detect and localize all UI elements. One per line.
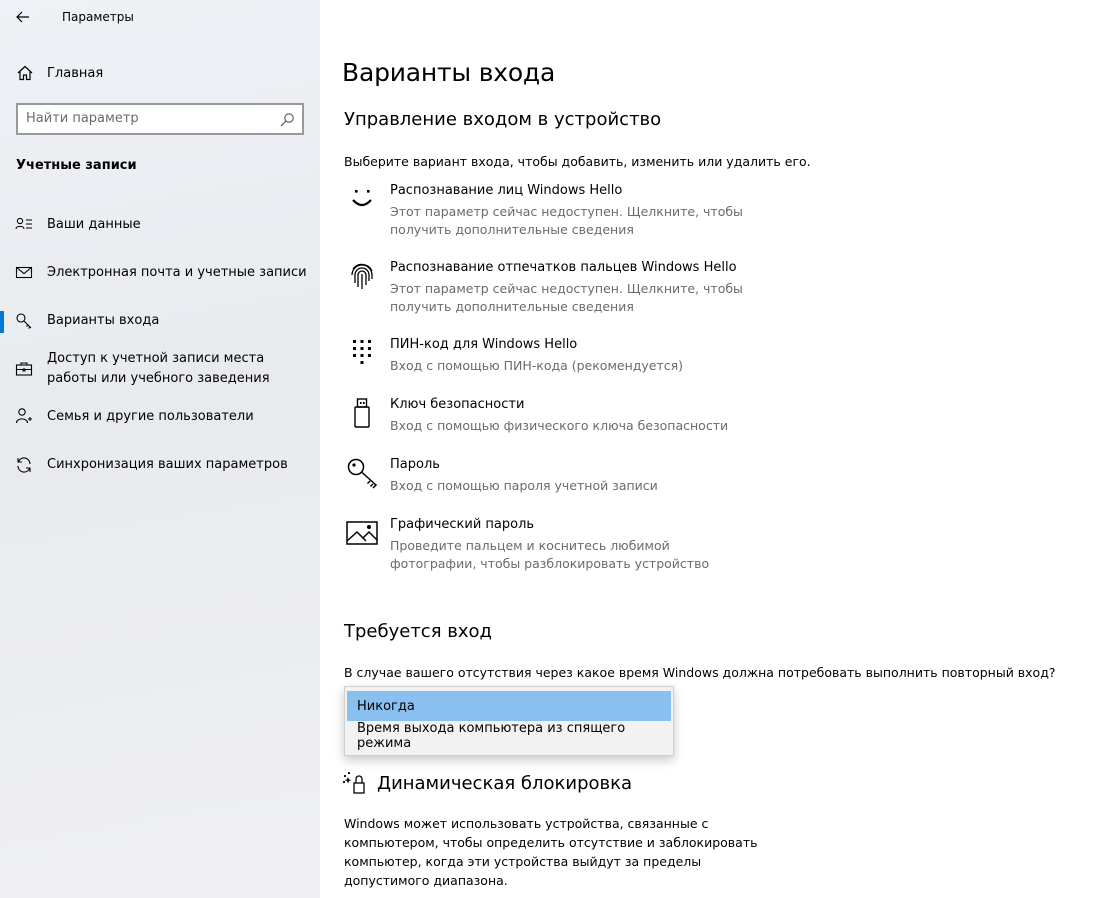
option-description: Этот параметр сейчас недоступен. Щелкните, чтобы получить дополнительные сведения (390, 281, 743, 314)
person-add-icon (15, 407, 33, 425)
option-password[interactable] (344, 457, 1044, 497)
option-picture-password[interactable] (344, 517, 1044, 573)
usb-key-icon (346, 397, 378, 429)
section-title: Учетные записи (16, 158, 137, 173)
app-title: Параметры (62, 10, 134, 24)
require-heading: Требуется вход (344, 621, 492, 642)
picture-icon (346, 517, 378, 549)
home-link[interactable] (0, 60, 320, 88)
sidebar-item-label: Электронная почта и учетные записи (47, 265, 307, 280)
option-title: Ключ безопасности (390, 397, 525, 412)
sidebar-item-work-access[interactable] (0, 348, 320, 392)
dropdown-option-never[interactable]: Никогда (347, 691, 671, 721)
search-icon (279, 112, 295, 128)
sidebar-item-sync[interactable] (0, 454, 320, 478)
home-icon (16, 64, 34, 82)
option-title: Распознавание отпечатков пальцев Windows Hello (390, 260, 737, 275)
sidebar-item-email[interactable] (0, 262, 320, 286)
sidebar-item-your-info[interactable] (0, 214, 320, 238)
person-list-icon (15, 216, 33, 234)
sidebar (0, 0, 320, 898)
sidebar-item-sign-in-options[interactable] (0, 310, 320, 334)
search-input[interactable] (26, 111, 266, 126)
sidebar-item-label: Варианты входа (47, 313, 160, 328)
option-fingerprint[interactable] (344, 260, 1044, 316)
face-smile-icon (346, 183, 378, 215)
option-description: Проведите пальцем и коснитесь любимой фотографии, чтобы разблокировать устройство (390, 538, 710, 571)
sidebar-item-family[interactable] (0, 406, 320, 430)
manage-heading: Управление входом в устройство (344, 109, 662, 130)
option-title: Пароль (390, 457, 440, 472)
sidebar-item-label: Ваши данные (47, 217, 141, 232)
back-button[interactable] (10, 4, 36, 30)
manage-description: Выберите вариант входа, чтобы добавить, изменить или удалить его. (344, 154, 811, 169)
arrow-left-icon (16, 11, 30, 23)
pin-keypad-icon (346, 337, 378, 369)
option-description: Вход с помощью пароля учетной записи (390, 478, 658, 493)
option-description: Вход с помощью ПИН-кода (рекомендуется) (390, 358, 684, 373)
key-search-icon (15, 312, 33, 330)
sidebar-item-label: Синхронизация ваших параметров (47, 457, 288, 472)
option-description: Вход с помощью физического ключа безопасности (390, 418, 729, 433)
option-security-key[interactable] (344, 397, 1044, 437)
briefcase-icon (15, 360, 33, 378)
sync-icon (15, 456, 33, 474)
dropdown-option-wake[interactable]: Время выхода компьютера из спящего режима (357, 721, 626, 751)
page-title: Варианты входа (342, 58, 556, 87)
require-description: В случае вашего отсутствия через какое время Windows должна потребовать выполнить повторный вход? (344, 665, 1056, 680)
dynamic-lock-description: Windows может использовать устройства, связанные с компьютером, чтобы определить отсутствие и заблокировать компьютер, когда эти устройства выйдут за пределы допустимого диапазона. (344, 816, 758, 888)
sidebar-item-label: Доступ к учетной записи места работы или учебного заведения (47, 351, 270, 386)
sidebar-item-label: Семья и другие пользователи (47, 409, 254, 424)
main-content (320, 0, 1097, 898)
option-title: Графический пароль (390, 517, 535, 532)
option-face-recognition[interactable] (344, 183, 1044, 239)
option-title: Распознавание лиц Windows Hello (390, 183, 623, 198)
selected-indicator (0, 311, 4, 333)
option-description: Этот параметр сейчас недоступен. Щелкните, чтобы получить дополнительные сведения (390, 204, 743, 237)
option-pin[interactable] (344, 337, 1044, 377)
search-box[interactable] (16, 103, 304, 135)
fingerprint-icon (346, 260, 378, 292)
dynamic-lock-icon (342, 771, 372, 799)
title-bar (0, 0, 320, 34)
option-title: ПИН-код для Windows Hello (390, 337, 578, 352)
require-signin-dropdown[interactable] (344, 686, 674, 756)
key-icon (346, 457, 378, 489)
mail-icon (15, 264, 33, 282)
home-label: Главная (47, 66, 104, 81)
dynamic-lock-heading: Динамическая блокировка (377, 773, 633, 794)
